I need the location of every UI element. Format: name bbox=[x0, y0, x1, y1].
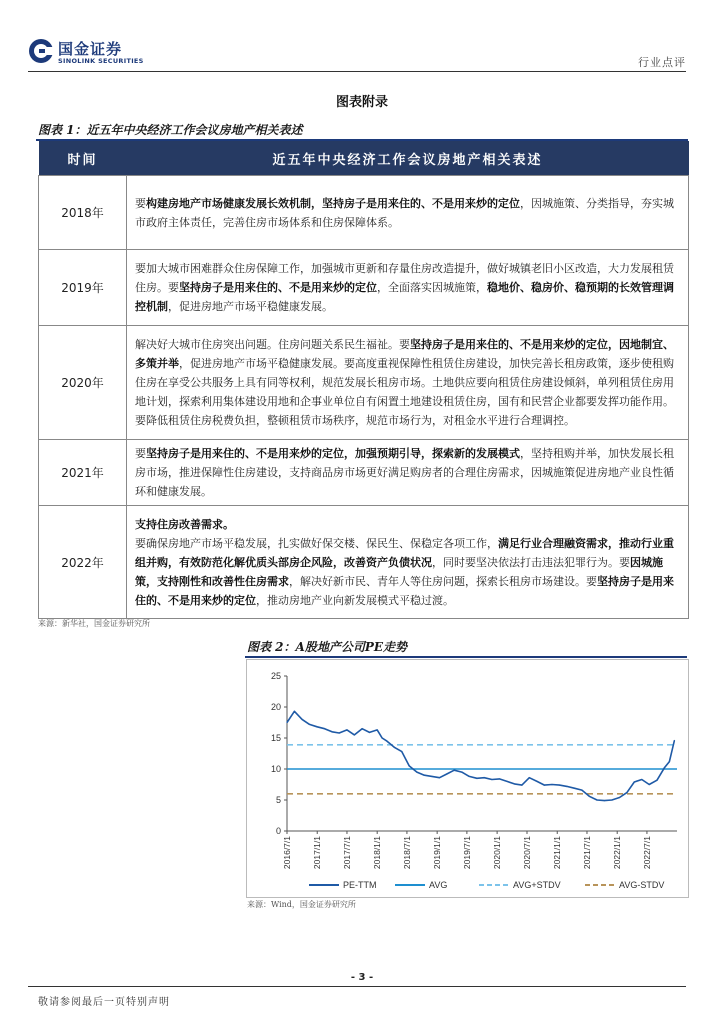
bold-segment: 满足行业合理融资需求，推动行业重组并购，有效防范化解优质头部房企风险，改善资产负债状况 bbox=[135, 536, 674, 569]
column-header-time: 时间 bbox=[39, 141, 127, 176]
data-point bbox=[446, 773, 447, 774]
text-segment: ，促进房地产市场平稳健康发展。要高度重视保障性租赁住房建设，加快完善长租房政策，逐步使租购住房在享受公共服务上具有同等权利，规范发展长租房市场。土地供应要向租赁住房建设倾斜，单列租赁住房用地计划，探索利用集体建设用地和企事业单位自有闲置土地建设租赁住房，国有和民营企业都要发挥功能作用。要降低租赁住房税费负担，整顿租赁市场秩序，规范市场行为，对租金水平进行合理调控。 bbox=[135, 357, 674, 427]
data-point bbox=[331, 731, 332, 732]
bold-segment: 支持住房改善需求。 bbox=[135, 517, 234, 531]
data-point bbox=[674, 740, 675, 741]
text-segment: ，同时要坚决依法打击违法犯罪行为。要 bbox=[432, 555, 630, 569]
text-segment: ，推动房地产业向新发展模式平稳过渡。 bbox=[256, 593, 454, 607]
y-tick-label: 0 bbox=[275, 826, 281, 836]
row-content bbox=[127, 506, 689, 619]
data-point bbox=[469, 776, 470, 777]
report-type: 行业点评 bbox=[638, 56, 686, 69]
data-point bbox=[361, 728, 362, 729]
text-segment: ，全面落实因城施策， bbox=[377, 281, 487, 294]
company-logo-icon bbox=[28, 38, 54, 64]
bold-segment: 坚持房子是用来住的、不是用来炒的定位 bbox=[135, 574, 674, 607]
table-header-row bbox=[39, 141, 689, 176]
x-tick-label: 2022/7/1 bbox=[641, 836, 652, 870]
data-point bbox=[377, 729, 378, 730]
x-tick-label: 2019/1/1 bbox=[432, 836, 443, 870]
bold-segment: 坚持房子是用来住的、不是用来炒的定位 bbox=[179, 281, 377, 294]
text-segment: ，坚持租购并举，加快发展长租房市场，推进保障性住房建设，支持商品房市场更好满足购房者的合理住房需求，因城施策促进房地产业良性循环和健康发展。 bbox=[135, 447, 674, 498]
data-point bbox=[536, 781, 537, 782]
x-tick-label: 2022/1/1 bbox=[612, 836, 623, 870]
row-year: 2021年 bbox=[39, 440, 127, 506]
pe-chart bbox=[247, 660, 688, 897]
figure1-source: 来源：新华社，国金证券研究所 bbox=[38, 619, 150, 628]
bold-segment: 稳地价、稳房价、稳预期的长效管理调控机制 bbox=[135, 281, 674, 313]
text-segment: 解决好大城市住房突出问题。住房问题关系民生福祉。要 bbox=[135, 338, 410, 351]
x-tick-label: 2017/7/1 bbox=[341, 836, 352, 870]
data-point bbox=[294, 711, 295, 712]
data-point bbox=[439, 777, 440, 778]
data-point bbox=[514, 783, 515, 784]
x-tick-label: 2019/7/1 bbox=[461, 836, 472, 870]
data-point bbox=[499, 778, 500, 779]
row-content bbox=[127, 440, 689, 506]
row-year: 2022年 bbox=[39, 506, 127, 619]
x-tick-label: 2021/1/1 bbox=[552, 836, 563, 870]
data-point bbox=[634, 781, 635, 782]
data-point bbox=[431, 776, 432, 777]
x-tick-label: 2018/1/1 bbox=[372, 836, 383, 870]
x-tick-label: 2020/7/1 bbox=[522, 836, 533, 870]
table-row bbox=[39, 326, 689, 440]
table-row bbox=[39, 440, 689, 506]
x-tick-label: 2018/7/1 bbox=[401, 836, 412, 870]
figure2-title: 图表 2：A股地产公司PE走势 bbox=[247, 640, 408, 654]
text-segment: ，解决好新市民、青年人等住房问题，探索长租房市场建设。要 bbox=[289, 574, 597, 588]
data-point bbox=[409, 765, 410, 766]
text-segment: ，促进房地产市场平稳健康发展。 bbox=[168, 300, 333, 313]
figure1-title: 图表 1：近五年中央经济工作会议房地产相关表述 bbox=[38, 123, 303, 137]
company-name-en: SINOLINK SECURITIES bbox=[58, 57, 144, 65]
data-point bbox=[551, 784, 552, 785]
figure2-rule bbox=[245, 656, 687, 658]
data-point bbox=[596, 799, 597, 800]
data-point bbox=[574, 788, 575, 789]
data-point bbox=[382, 737, 383, 738]
row-content bbox=[127, 326, 689, 440]
appendix-title: 图表附录 bbox=[335, 95, 388, 110]
data-point bbox=[626, 792, 627, 793]
data-point bbox=[369, 732, 370, 733]
data-point bbox=[461, 772, 462, 773]
x-tick-label: 2020/1/1 bbox=[492, 836, 503, 870]
data-point bbox=[529, 777, 530, 778]
data-point bbox=[521, 785, 522, 786]
data-point bbox=[476, 778, 477, 779]
data-point bbox=[656, 780, 657, 781]
header-divider bbox=[28, 71, 686, 72]
data-point bbox=[454, 770, 455, 771]
data-point bbox=[354, 734, 355, 735]
data-point bbox=[589, 796, 590, 797]
bold-segment: 因城施策，支持刚性和改善性住房需求 bbox=[135, 555, 663, 588]
row-content bbox=[127, 176, 689, 250]
data-point bbox=[506, 781, 507, 782]
text-segment: 要确保房地产市场平稳发展，扎实做好保交楼、保民生、保稳定各项工作， bbox=[135, 536, 498, 550]
bold-segment: 坚持房子是用来住的、不是用来炒的定位，加强预期引导，探索新的发展模式 bbox=[146, 447, 520, 460]
bold-segment: 构建房地产市场健康发展长效机制，坚持房子是用来住的、不是用来炒的定位 bbox=[146, 196, 520, 210]
data-point bbox=[316, 726, 317, 727]
data-point bbox=[386, 741, 387, 742]
x-tick-label: 2017/1/1 bbox=[312, 836, 323, 870]
row-year: 2018年 bbox=[39, 176, 127, 250]
figure2-source: 来源：Wind，国金证券研究所 bbox=[247, 900, 356, 909]
series-line-pe-ttm bbox=[287, 711, 674, 800]
y-tick-label: 5 bbox=[275, 795, 281, 805]
pe-chart-container bbox=[246, 659, 689, 898]
data-point bbox=[424, 775, 425, 776]
text-segment: 要 bbox=[135, 196, 146, 210]
text-segment: 要加大城市困难群众住房保障工作，加强城市更新和存量住房改造提升，做好城镇老旧小区改造，大力发展租赁住房。要 bbox=[135, 262, 674, 294]
page-number: - 3 - bbox=[350, 972, 374, 983]
data-point bbox=[401, 751, 402, 752]
legend-label: AVG-STDV bbox=[619, 880, 665, 890]
data-point bbox=[581, 789, 582, 790]
data-point bbox=[324, 728, 325, 729]
data-point bbox=[649, 784, 650, 785]
data-point bbox=[491, 779, 492, 780]
text-segment: 要 bbox=[135, 447, 146, 460]
data-point bbox=[286, 722, 287, 723]
data-point bbox=[394, 747, 395, 748]
company-name-cn: 国金证券 bbox=[58, 40, 123, 58]
x-tick-label: 2016/7/1 bbox=[282, 836, 292, 870]
legend-label: AVG+STDV bbox=[513, 880, 561, 890]
data-point bbox=[604, 800, 605, 801]
row-content bbox=[127, 250, 689, 326]
policy-table bbox=[38, 141, 689, 619]
text-segment: ，因城施策、分类指导，夯实城市政府主体责任，完善住房市场体系和住房保障体系。 bbox=[135, 196, 674, 229]
data-point bbox=[544, 785, 545, 786]
data-point bbox=[416, 772, 417, 773]
data-point bbox=[619, 797, 620, 798]
x-tick-label: 2021/7/1 bbox=[581, 836, 592, 870]
y-tick-label: 20 bbox=[270, 702, 281, 712]
data-point bbox=[309, 724, 310, 725]
table-row bbox=[39, 176, 689, 250]
data-point bbox=[346, 729, 347, 730]
data-point bbox=[559, 785, 560, 786]
table-row bbox=[39, 250, 689, 326]
data-point bbox=[302, 719, 303, 720]
y-tick-label: 25 bbox=[270, 671, 281, 681]
y-tick-label: 15 bbox=[270, 733, 281, 743]
row-year: 2020年 bbox=[39, 326, 127, 440]
table-row bbox=[39, 506, 689, 619]
data-point bbox=[339, 732, 340, 733]
data-point bbox=[611, 799, 612, 800]
row-year: 2019年 bbox=[39, 250, 127, 326]
data-point bbox=[669, 761, 670, 762]
legend-label: PE-TTM bbox=[343, 880, 377, 890]
disclaimer-note: 敬请参阅最后一页特别声明 bbox=[38, 997, 170, 1008]
legend-label: AVG bbox=[429, 880, 448, 890]
y-tick-label: 10 bbox=[270, 764, 281, 774]
bold-segment: 坚持房子是用来住的、不是用来炒的定位，因地制宜、多策并举 bbox=[135, 338, 674, 370]
footer-divider bbox=[28, 986, 686, 987]
data-point bbox=[664, 767, 665, 768]
data-point bbox=[566, 786, 567, 787]
column-header-content: 近五年中央经济工作会议房地产相关表述 bbox=[127, 141, 689, 176]
data-point bbox=[484, 777, 485, 778]
data-point bbox=[641, 779, 642, 780]
